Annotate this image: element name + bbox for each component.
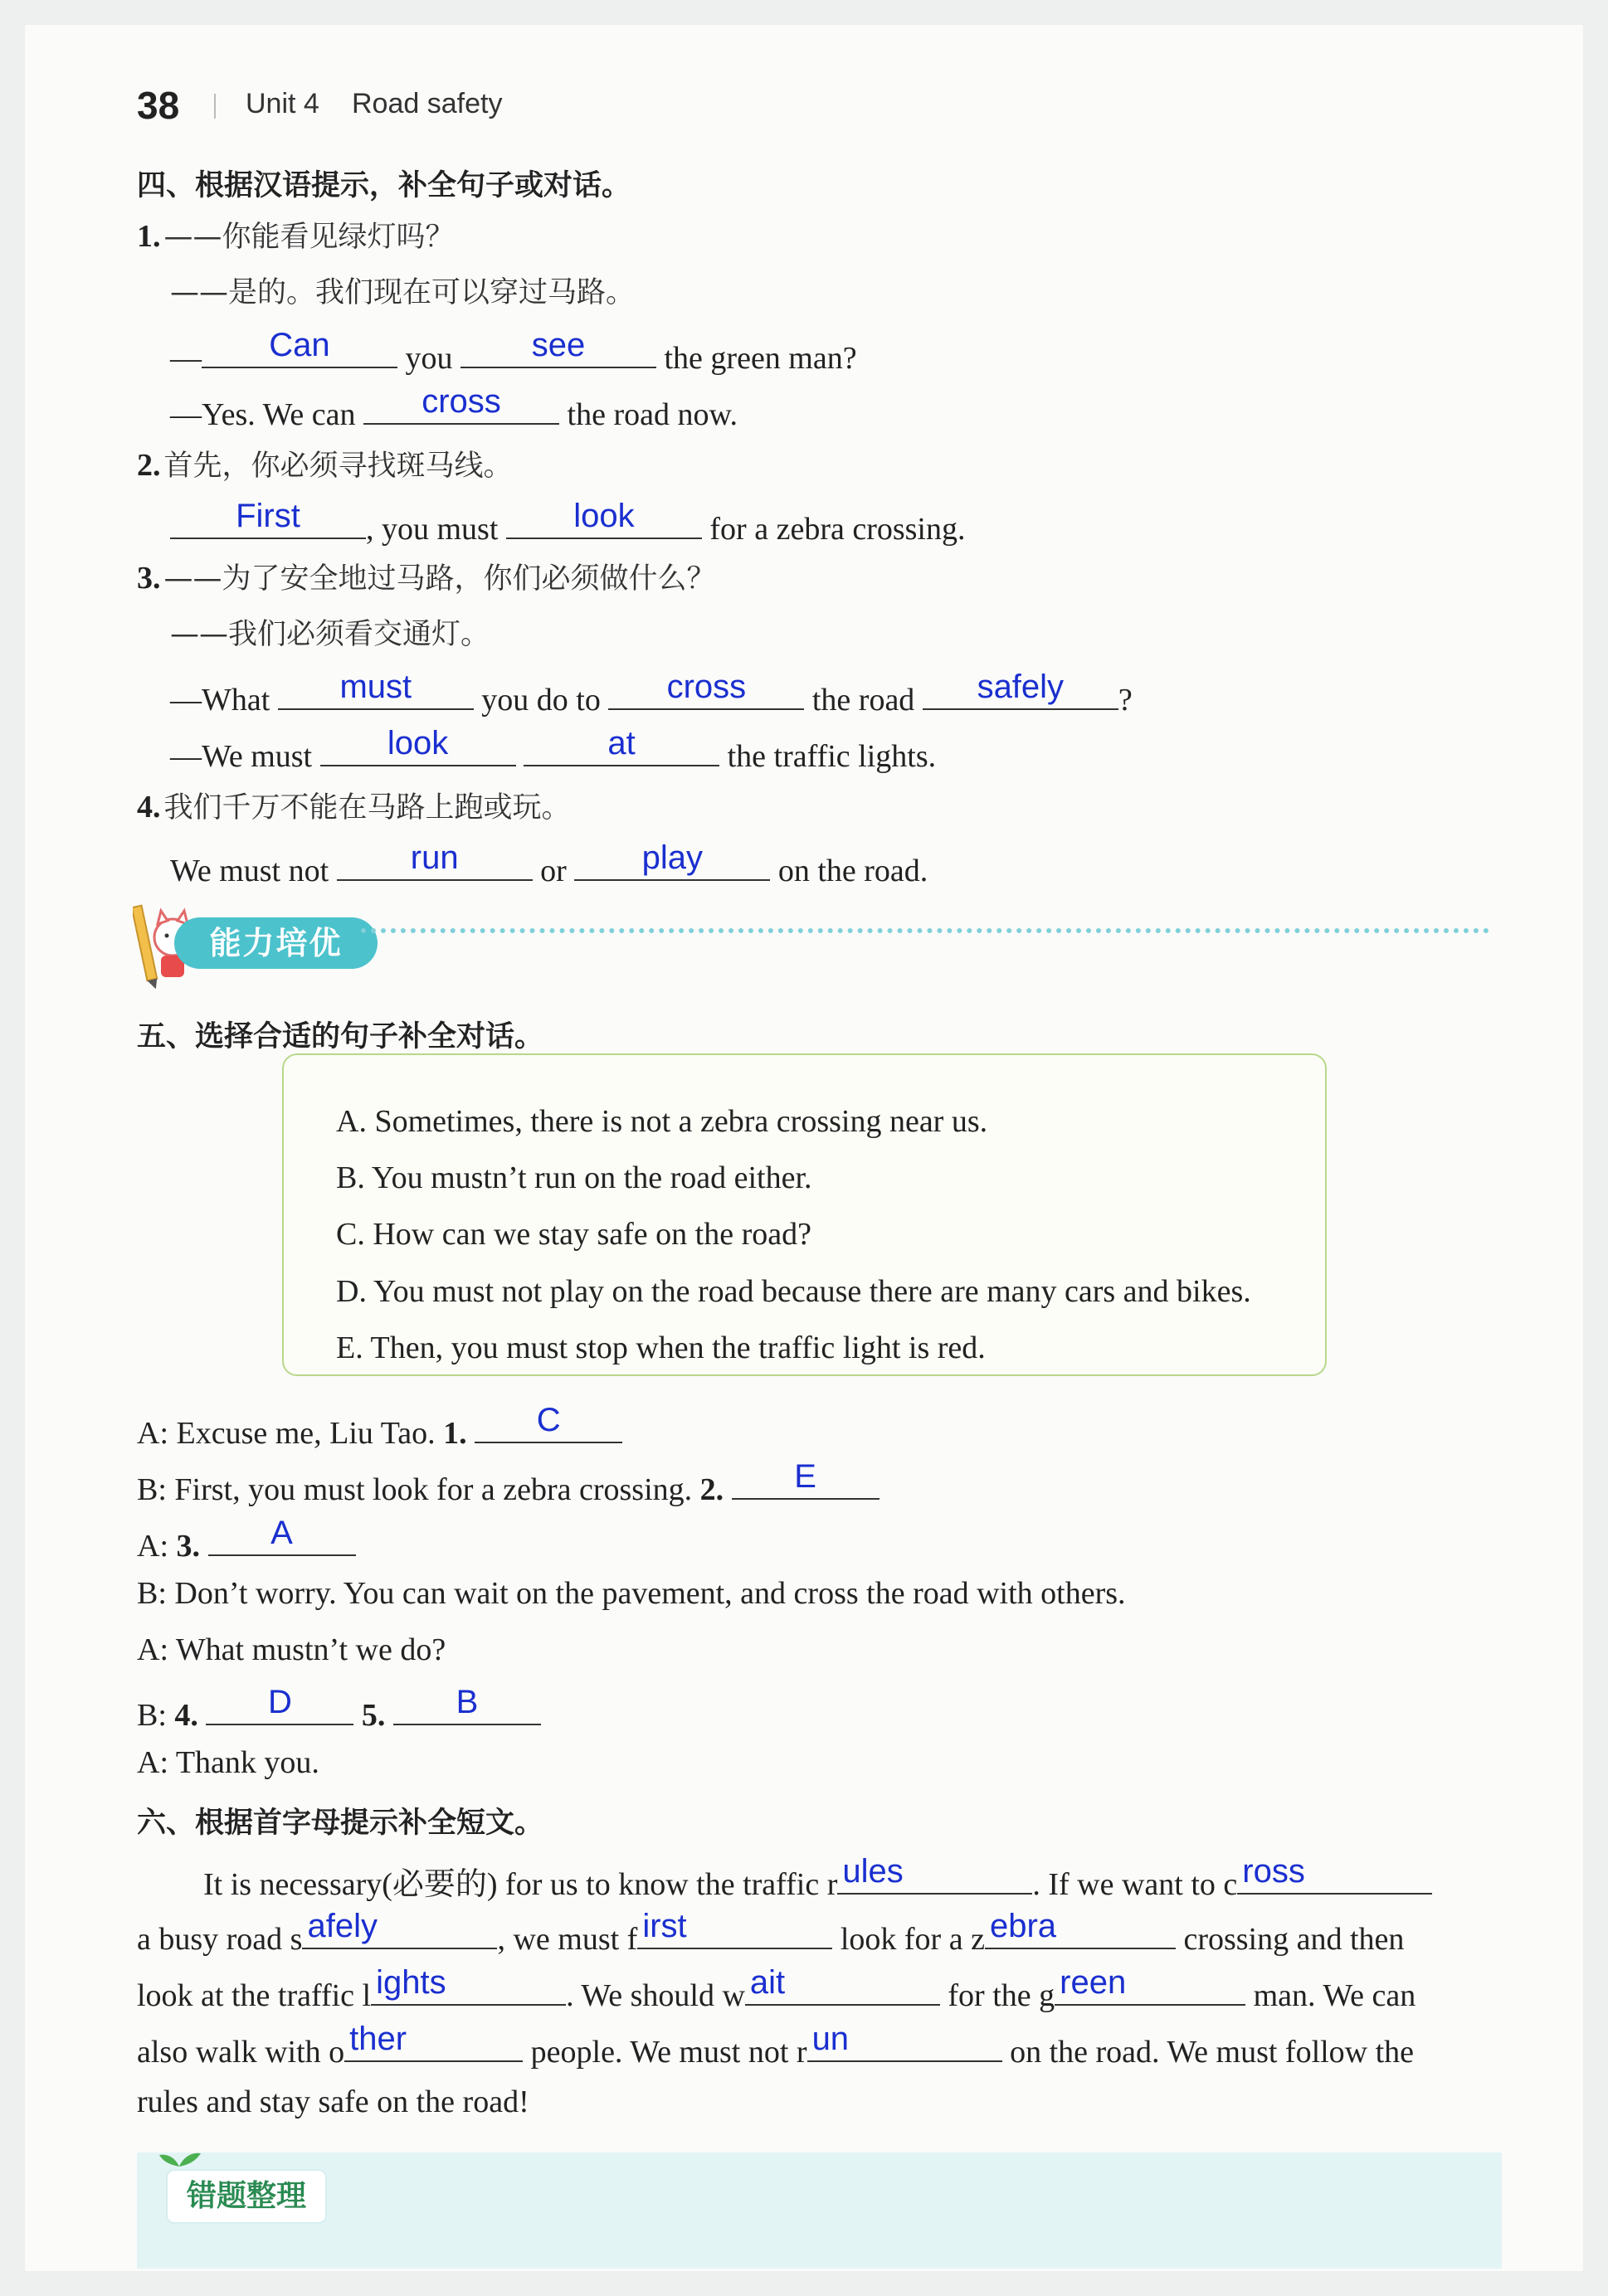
option-b: B. You mustn’t run on the road either. <box>336 1160 812 1195</box>
q3-prefix-1: —What <box>170 683 270 718</box>
passage-answer-3: afely <box>307 1908 378 1944</box>
section-6-title: 六、根据首字母提示补全短文。 <box>137 1807 544 1840</box>
passage-blank-4[interactable] <box>637 1908 832 1949</box>
q3-answer-3: safely <box>977 669 1065 705</box>
q4-answer-1: run <box>410 839 459 876</box>
option-d: D. You must not play on the road because there are many cars and bikes. <box>336 1274 1251 1309</box>
q4-answer-2: play <box>641 839 703 876</box>
q4-tail: on the road. <box>777 854 928 888</box>
unit-title: Road safety <box>352 88 503 119</box>
q3-cn-text-1: ——为了安全地过马路，你们必须做什么？ <box>163 562 716 596</box>
q1-tail-1: the green man? <box>664 341 857 376</box>
q2-answer-2: look <box>573 498 635 534</box>
q1-cn-1 <box>137 221 455 252</box>
error-notes-label: 错题整理 <box>166 2169 327 2224</box>
q1-line-2 <box>170 383 738 432</box>
q3-answer-2: cross <box>666 669 747 705</box>
passage-text-1: It is necessary(必要的) for us to know the traffic r <box>203 1867 838 1902</box>
passage-answer-8: reen <box>1060 1964 1127 2001</box>
passage-text-4: , we must f <box>497 1922 638 1957</box>
dialogue-answer-1: C <box>536 1402 561 1438</box>
q3-answer-1: must <box>339 669 412 705</box>
q4-prefix: We must not <box>170 854 329 888</box>
q4-blank-1[interactable] <box>337 839 533 881</box>
unit-label: Unit 4 <box>246 88 319 119</box>
q3-prefix-2: —We must <box>170 739 313 774</box>
banner-dotted-rule <box>361 928 1489 933</box>
passage-text-9: for the g <box>948 1978 1055 2013</box>
q3-mid-2: the road <box>811 683 915 718</box>
q3-answer-5: at <box>607 725 636 761</box>
passage-line-5: rules and stay safe on the road! <box>137 2084 529 2119</box>
dialogue-line-2 <box>137 1458 880 1507</box>
q3-mid-1: you do to <box>481 683 601 718</box>
passage-line-2 <box>137 1908 1405 1958</box>
q4-cn-text: 我们千万不能在马路上跑或玩。 <box>163 791 571 825</box>
q3-number: 3. <box>137 561 161 596</box>
passage-blank-7[interactable] <box>745 1964 940 2006</box>
q2-cn <box>137 450 513 481</box>
q2-answer-1: First <box>236 498 300 534</box>
passage-blank-2[interactable] <box>1237 1853 1432 1895</box>
passage-blank-1[interactable] <box>837 1853 1032 1895</box>
q4-mid: or <box>540 854 567 888</box>
dialogue-2-text: B: First, you must look for a zebra crossing. <box>137 1472 693 1507</box>
q4-cn <box>137 791 571 823</box>
passage-answer-4: irst <box>642 1908 687 1944</box>
dialogue-line-6 <box>137 1684 541 1733</box>
page-number: 38 <box>137 84 180 127</box>
q1-blank-2[interactable] <box>460 327 656 368</box>
q2-mid: , you must <box>366 512 499 547</box>
dialogue-answer-5: B <box>456 1684 479 1720</box>
q3-line-2 <box>170 725 937 774</box>
dialogue-line-7: A: Thank you. <box>137 1745 319 1780</box>
passage-answer-7: ait <box>749 1964 786 2001</box>
dialogue-blank-1[interactable] <box>475 1402 622 1443</box>
dialogue-line-3 <box>137 1515 356 1564</box>
passage-text-8: . We should w <box>566 1978 745 2013</box>
q3-blank-4[interactable] <box>320 725 516 766</box>
q3-cn-1 <box>137 562 716 594</box>
dialogue-answer-4: D <box>267 1684 292 1720</box>
passage-answer-1: ules <box>842 1853 904 1890</box>
sprout-icon <box>156 2147 202 2168</box>
passage-text-10: man. We can <box>1253 1978 1416 2013</box>
passage-blank-6[interactable] <box>371 1964 566 2006</box>
q4-blank-2[interactable] <box>574 839 770 881</box>
passage-text-2: . If we want to c <box>1032 1867 1238 1902</box>
q3-blank-2[interactable] <box>608 669 804 710</box>
passage-text-5: look for a z <box>840 1922 985 1957</box>
q4-number: 4. <box>137 790 161 825</box>
dialogue-6-text: B: <box>137 1698 167 1733</box>
q2-blank-2[interactable] <box>506 498 702 539</box>
section-4-title: 四、根据汉语提示，补全句子或对话。 <box>137 169 631 202</box>
q1-tail-2: the road now. <box>567 397 738 432</box>
ability-banner: 能力培优 <box>174 917 378 969</box>
q1-answer-2: see <box>531 327 586 363</box>
passage-text-6: crossing and then <box>1183 1922 1405 1957</box>
dialogue-5-number: 5. <box>361 1698 386 1733</box>
option-a: A. Sometimes, there is not a zebra crossing near us. <box>336 1104 988 1139</box>
passage-answer-10: un <box>811 2021 850 2057</box>
q3-tail: the traffic lights. <box>727 739 937 774</box>
options-box <box>282 1053 1327 1376</box>
dialogue-3-text: A: <box>137 1529 168 1564</box>
dialogue-1-text: A: Excuse me, Liu Tao. <box>137 1416 436 1451</box>
passage-answer-9: ther <box>349 2021 407 2057</box>
q3-blank-5[interactable] <box>524 725 719 766</box>
dialogue-line-4: B: Don’t worry. You can wait on the pavement, and cross the road with others. <box>137 1576 1126 1611</box>
passage-text-3: a busy road s <box>137 1922 303 1957</box>
dialogue-2-number: 2. <box>699 1472 724 1507</box>
passage-text-7: look at the traffic l <box>137 1978 372 2013</box>
passage-text-11: also walk with o <box>137 2035 345 2070</box>
q1-cn-text-1: ——你能看见绿灯吗？ <box>163 221 455 254</box>
q1-line-1 <box>170 327 857 376</box>
q1-cn-2: ——是的。我们现在可以穿过马路。 <box>170 276 636 309</box>
passage-blank-8[interactable] <box>1055 1964 1245 2006</box>
q1-blank-1[interactable] <box>202 327 397 368</box>
q1-answer-3: cross <box>421 383 501 420</box>
passage-line-3 <box>137 1964 1416 2014</box>
option-e: E. Then, you must stop when the traffic light is red. <box>336 1330 986 1365</box>
passage-answer-6: ights <box>376 1964 446 2001</box>
passage-line-4 <box>137 2021 1415 2070</box>
dialogue-blank-5[interactable] <box>393 1684 541 1725</box>
q2-tail: for a zebra crossing. <box>709 512 966 547</box>
q1-blank-3[interactable] <box>363 383 559 425</box>
q1-number: 1. <box>137 219 161 254</box>
dialogue-answer-2: E <box>794 1458 816 1495</box>
q3-line-1 <box>170 669 1133 718</box>
q2-cn-text: 首先，你必须寻找斑马线。 <box>163 450 513 483</box>
q1-dash: — <box>170 341 202 376</box>
section-5-title: 五、选择合适的句子补全对话。 <box>137 1020 544 1053</box>
q2-number: 2. <box>137 448 161 483</box>
q3-question-mark: ? <box>1118 683 1133 718</box>
passage-blank-3[interactable] <box>302 1908 497 1949</box>
passage-blank-5[interactable] <box>985 1908 1176 1949</box>
dialogue-4-number: 4. <box>174 1698 198 1733</box>
q2-blank-1[interactable] <box>170 498 366 539</box>
q3-blank-3[interactable] <box>923 669 1118 710</box>
passage-answer-2: ross <box>1242 1853 1305 1890</box>
passage-answer-5: ebra <box>989 1908 1057 1944</box>
dialogue-line-1 <box>137 1402 622 1451</box>
dialogue-line-5: A: What mustn’t we do? <box>137 1632 446 1667</box>
dialogue-blank-3[interactable] <box>208 1515 356 1556</box>
dialogue-1-number: 1. <box>443 1416 467 1451</box>
header-divider <box>214 94 216 119</box>
dialogue-blank-4[interactable] <box>206 1684 353 1725</box>
q3-answer-4: look <box>387 725 449 761</box>
dialogue-answer-3: A <box>270 1515 293 1551</box>
q3-cn-2: ——我们必须看交通灯。 <box>170 618 490 651</box>
q4-line <box>170 839 928 888</box>
passage-text-13: on the road. We must follow the <box>1010 2035 1415 2070</box>
dialogue-3-number: 3. <box>176 1529 200 1564</box>
q1-word-you: you <box>405 341 453 376</box>
dialogue-blank-2[interactable] <box>732 1458 880 1500</box>
error-notes-area <box>137 2152 1502 2269</box>
passage-blank-9[interactable] <box>344 2021 523 2062</box>
option-c: C. How can we stay safe on the road? <box>336 1217 811 1252</box>
q2-line <box>170 498 966 547</box>
q3-blank-1[interactable] <box>278 669 474 710</box>
q1-answer-1: Can <box>269 327 330 363</box>
passage-blank-10[interactable] <box>807 2021 1002 2062</box>
passage-text-12: people. We must not r <box>530 2035 807 2070</box>
passage-line-1 <box>203 1853 1432 1904</box>
q1-prefix-2: —Yes. We can <box>170 397 356 432</box>
